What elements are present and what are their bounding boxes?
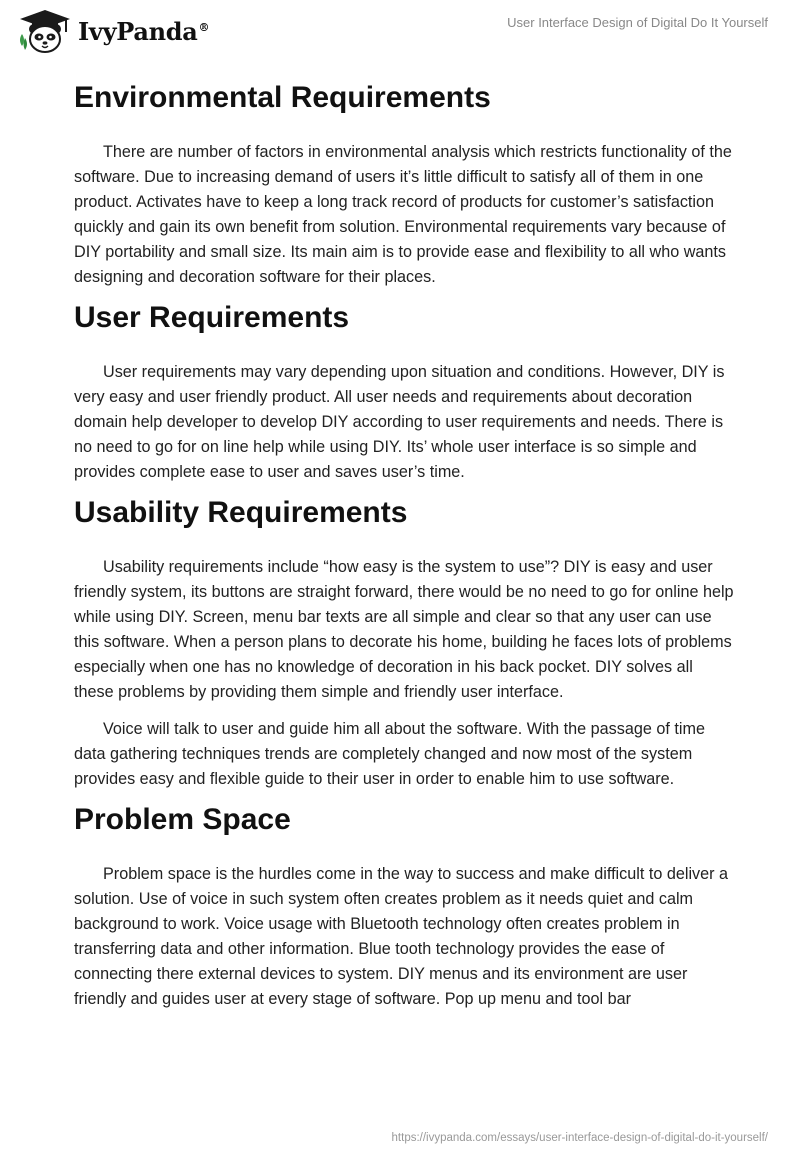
section-usability-requirements [74, 491, 734, 792]
section-heading: Usability Requirements [74, 496, 408, 529]
paragraph: Usability requirements include “how easy is the system to use”? DIY is easy and user friendly system, its buttons are straight forward, there would be no need to go for online help while using DIY. Screen, menu bar texts are all simple and clear so that any user can use this software. When a person plans to decorate his home, building he faces lots of problems especially when one has no knowledge of decoration in his back pocket. DIY solves all these problems by providing them simple and friendly user interface. [74, 558, 734, 701]
section-problem-space [74, 798, 734, 1012]
source-url-link[interactable]: https://ivypanda.com/essays/user-interface-design-of-digital-do-it-yourself/ [391, 1132, 768, 1144]
section-environmental-requirements [74, 76, 734, 290]
paragraph: Problem space is the hurdles come in the way to success and make difficult to deliver a solution. Use of voice in such system often creates problem as it needs quiet and calm background to work. Voice usage with Bluetooth technology often creates problem in transferring data and other information. Blue tooth technology provides the ease of connecting there external devices to system. DIY menus and its environment are user friendly and guides user at every stage of software. Pop up menu and tool bar [74, 865, 729, 1008]
panda-graduate-icon [16, 8, 74, 54]
document-title: User Interface Design of Digital Do It Yourself [507, 15, 768, 30]
paragraph: User requirements may vary depending upon situation and conditions. However, DIY is very easy and user friendly product. All user needs and requirements about decoration domain help developer to develop DIY according to user requirements and needs. There is no need to go for on line help while using DIY. Its’ whole user interface is so simple and provides complete ease to user and saves user’s time. [74, 363, 725, 481]
brand-name: IvyPanda® [78, 16, 210, 46]
registered-mark: ® [198, 20, 210, 34]
page-header [0, 0, 800, 70]
section-user-requirements [74, 296, 734, 485]
section-heading: User Requirements [74, 301, 350, 334]
section-heading: Environmental Requirements [74, 81, 491, 114]
section-heading: Problem Space [74, 803, 291, 836]
essay-body [74, 68, 734, 1012]
paragraph: There are number of factors in environmental analysis which restricts functionality of the software. Due to increasing demand of users it’s little difficult to satisfy all of them in one product. Activates have to keep a long track record of products for customer’s satisfaction quickly and gain its own benefit from solution. Environmental requirements vary because of DIY portability and small size. Its main aim is to provide ease and flexibility to all who wants designing and decoration software for their places. [74, 143, 732, 286]
paragraph: Voice will talk to user and guide him all about the software. With the passage of time data gathering techniques trends are completely changed and now most of the system provides easy and flexible guide to their user in order to enable him to use software. [74, 720, 705, 788]
ivypanda-logo[interactable] [16, 8, 209, 54]
